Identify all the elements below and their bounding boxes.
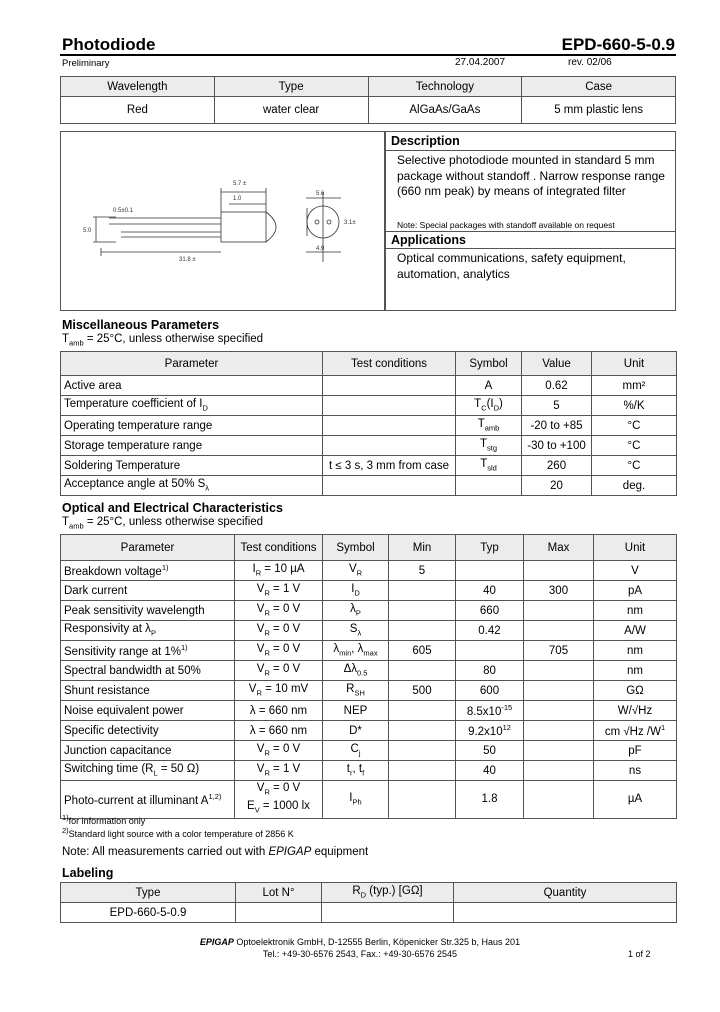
description-box — [385, 131, 676, 311]
optical-table — [60, 534, 677, 819]
symbol-cell — [456, 476, 522, 496]
unit-cell: pA — [594, 581, 677, 601]
misc-header: Value — [522, 352, 592, 376]
dim-label: 4.9 — [316, 246, 325, 252]
optical-header: Test conditions — [235, 535, 323, 561]
labeling-cell: EPD-660-5-0.9 — [61, 903, 236, 923]
symbol-cell: D* — [323, 721, 389, 741]
unit-cell: °C — [592, 416, 677, 436]
summary-table — [60, 76, 676, 124]
unit-cell: ns — [594, 761, 677, 781]
symbol-cell: A — [456, 376, 522, 396]
value-cell: 5 — [522, 396, 592, 416]
doc-revision: rev. 02/06 — [568, 57, 612, 68]
unit-cell: mm² — [592, 376, 677, 396]
test-cell: $V_R = 0$ V — [235, 641, 323, 661]
summary-header: Wavelength — [61, 77, 215, 97]
min-cell — [389, 761, 456, 781]
optical-header: Typ — [456, 535, 524, 561]
max-cell: 300 — [524, 581, 594, 601]
symbol-cell: $\Delta\lambda_{0.5}$ — [323, 661, 389, 681]
symbol-cell: $S_\lambda$ — [323, 621, 389, 641]
typ-cell: $8.5x10^{-15}$ — [456, 701, 524, 721]
param-cell: Breakdown voltage$^{1)}$ — [61, 561, 235, 581]
value-cell: -20 to +85 — [522, 416, 592, 436]
table-row — [61, 376, 677, 396]
symbol-cell: $R_{SH}$ — [323, 681, 389, 701]
labeling-title: Labeling — [62, 866, 114, 880]
symbol-cell: $\lambda_P$ — [323, 601, 389, 621]
param-cell: Storage temperature range — [61, 436, 323, 456]
typ-cell: 600 — [456, 681, 524, 701]
table-row — [61, 701, 677, 721]
test-cell: $V_R = 0$ V — [235, 601, 323, 621]
dim-label: 3.1± — [344, 220, 356, 226]
max-cell: 705 — [524, 641, 594, 661]
min-cell: 605 — [389, 641, 456, 661]
summary-header: Technology — [368, 77, 522, 97]
misc-header: Parameter — [61, 352, 323, 376]
misc-header: Test conditions — [323, 352, 456, 376]
min-cell — [389, 581, 456, 601]
typ-cell: 50 — [456, 741, 524, 761]
test-cell: $V_R = 0$ V — [235, 621, 323, 641]
symbol-cell: $T_{amb}$ — [456, 416, 522, 436]
optical-header: Max — [524, 535, 594, 561]
test-cell: $V_R = 1$ V — [235, 581, 323, 601]
test-cell: $V_R = 0$ V — [235, 661, 323, 681]
test-cell — [323, 396, 456, 416]
table-row — [61, 903, 677, 923]
footer-address: EPIGAP Optoelektronik GmbH, D-12555 Berlin, Köpenicker Str.325 b, Haus 201 — [199, 937, 521, 947]
unit-cell: W/√Hz — [594, 701, 677, 721]
symbol-cell: $T_{sld}$ — [456, 456, 522, 476]
param-cell: Shunt resistance — [61, 681, 235, 701]
test-cell — [323, 376, 456, 396]
symbol-cell: $T_{stg}$ — [456, 436, 522, 456]
value-cell: 20 — [522, 476, 592, 496]
typ-cell: 80 — [456, 661, 524, 681]
package-outline-drawing — [61, 132, 384, 310]
description-note: Note: Special packages with standoff available on request — [397, 220, 615, 230]
min-cell — [389, 701, 456, 721]
table-row — [61, 601, 677, 621]
table-row — [61, 781, 677, 819]
summary-cell: AlGaAs/GaAs — [368, 97, 522, 124]
param-cell: Photo-current at illuminant A$^{1,2)}$ — [61, 781, 235, 819]
description-text: Selective photodiode mounted in standard 5 mm package without standoff . Narrow response range (660 nm peak) by means of integrated filter — [397, 153, 665, 198]
max-cell — [524, 661, 594, 681]
symbol-cell: $\lambda_{min}$, $\lambda_{max}$ — [323, 641, 389, 661]
unit-cell: pF — [594, 741, 677, 761]
value-cell: 260 — [522, 456, 592, 476]
unit-cell: A/W — [594, 621, 677, 641]
page-number: 1 of 2 — [628, 949, 651, 959]
typ-cell: 660 — [456, 601, 524, 621]
param-cell: Temperature coefficient of $I_D$ — [61, 396, 323, 416]
misc-table — [60, 351, 677, 496]
summary-header: Case — [522, 77, 676, 97]
param-cell: Operating temperature range — [61, 416, 323, 436]
max-cell — [524, 721, 594, 741]
optical-header: Symbol — [323, 535, 389, 561]
param-cell: Junction capacitance — [61, 741, 235, 761]
package-drawing — [60, 131, 385, 311]
symbol-cell: NEP — [323, 701, 389, 721]
max-cell — [524, 621, 594, 641]
min-cell — [389, 741, 456, 761]
test-cell: t ≤ 3 s, 3 mm from case — [323, 456, 456, 476]
param-cell: Dark current — [61, 581, 235, 601]
typ-cell — [456, 561, 524, 581]
table-row — [61, 761, 677, 781]
optical-header: Min — [389, 535, 456, 561]
max-cell — [524, 701, 594, 721]
table-row — [61, 741, 677, 761]
typ-cell: 40 — [456, 581, 524, 601]
max-cell — [524, 761, 594, 781]
optical-header: Unit — [594, 535, 677, 561]
labeling-header: Quantity — [454, 883, 677, 903]
table-row — [61, 661, 677, 681]
unit-cell: GΩ — [594, 681, 677, 701]
typ-cell — [456, 641, 524, 661]
test-cell — [323, 416, 456, 436]
param-cell: Peak sensitivity wavelength — [61, 601, 235, 621]
test-cell: $V_R = 0$ V $E_V = 1000$ lx — [235, 781, 323, 819]
table-row — [61, 561, 677, 581]
param-cell: Specific detectivity — [61, 721, 235, 741]
value-cell: -30 to +100 — [522, 436, 592, 456]
footnote-2: $^{2)}$Standard light source with a color temperature of 2856 K — [62, 826, 294, 839]
test-cell: $V_R = 10$ mV — [235, 681, 323, 701]
labeling-cell — [236, 903, 322, 923]
summary-cell: water clear — [214, 97, 368, 124]
unit-cell: cm √Hz $/W^1$ — [594, 721, 677, 741]
test-cell — [323, 476, 456, 496]
optical-title: Optical and Electrical Characteristics — [62, 501, 283, 515]
max-cell — [524, 681, 594, 701]
test-cell: $I_R = 10$ µA — [235, 561, 323, 581]
symbol-cell: $V_R$ — [323, 561, 389, 581]
typ-cell: $9.2x10^{12}$ — [456, 721, 524, 741]
labeling-header: Type — [61, 883, 236, 903]
dim-label: 5.6 — [316, 191, 325, 197]
param-cell: Active area — [61, 376, 323, 396]
unit-cell: nm — [594, 661, 677, 681]
labeling-header: Lot N° — [236, 883, 322, 903]
summary-cell: 5 mm plastic lens — [522, 97, 676, 124]
table-row — [61, 721, 677, 741]
labeling-cell — [322, 903, 454, 923]
description-title: Description — [391, 134, 460, 148]
labeling-header: $R_D$ (typ.) [GΩ] — [322, 883, 454, 903]
unit-cell: V — [594, 561, 677, 581]
labeling-cell — [454, 903, 677, 923]
symbol-cell: $I_D$ — [323, 581, 389, 601]
dim-label: 31.8 ± — [179, 257, 196, 263]
typ-cell: 0.42 — [456, 621, 524, 641]
summary-cell: Red — [61, 97, 215, 124]
dim-label: 1.0 — [233, 196, 242, 202]
max-cell — [524, 741, 594, 761]
unit-cell: nm — [594, 601, 677, 621]
optical-conditions: $T_{amb} = 25^\circ C$, unless otherwise specified — [62, 516, 264, 531]
table-row — [61, 641, 677, 661]
misc-header: Symbol — [456, 352, 522, 376]
min-cell — [389, 601, 456, 621]
test-cell: λ = 660 nm — [235, 701, 323, 721]
table-row — [61, 456, 677, 476]
param-cell: Responsivity at $\lambda_P$ — [61, 621, 235, 641]
min-cell — [389, 621, 456, 641]
typ-cell: 40 — [456, 761, 524, 781]
typ-cell: 1.8 — [456, 781, 524, 819]
footer-contact: Tel.: +49-30-6576 2543, Fax.: +49-30-6576 2545 — [262, 949, 458, 959]
footnote-1: $^{1)}$for information only — [62, 813, 146, 826]
unit-cell: nm — [594, 641, 677, 661]
misc-title: Miscellaneous Parameters — [62, 318, 220, 332]
misc-header: Unit — [592, 352, 677, 376]
status-label: Preliminary — [62, 58, 110, 69]
max-cell — [524, 601, 594, 621]
unit-cell: %/K — [592, 396, 677, 416]
summary-header: Type — [214, 77, 368, 97]
table-row — [61, 581, 677, 601]
value-cell: 0.62 — [522, 376, 592, 396]
labeling-table — [60, 882, 677, 923]
doc-date: 27.04.2007 — [455, 57, 506, 68]
dim-label: 5.0 — [83, 228, 92, 234]
symbol-cell: $T_C(I_D)$ — [456, 396, 522, 416]
param-cell: Switching time ($R_L = 50$ Ω) — [61, 761, 235, 781]
param-cell: Acceptance angle at 50% $S_\lambda$ — [61, 476, 323, 496]
dim-label: 5.7 ± — [233, 181, 247, 187]
optical-header: Parameter — [61, 535, 235, 561]
unit-cell: µA — [594, 781, 677, 819]
test-cell — [323, 436, 456, 456]
table-row — [61, 416, 677, 436]
max-cell — [524, 781, 594, 819]
table-row — [61, 621, 677, 641]
table-row — [61, 476, 677, 496]
test-cell: λ = 660 nm — [235, 721, 323, 741]
min-cell — [389, 721, 456, 741]
misc-conditions: $T_{amb} = 25^\circ C$, unless otherwise specified — [62, 333, 264, 348]
table-row — [61, 396, 677, 416]
param-cell: Noise equivalent power — [61, 701, 235, 721]
product-title: Photodiode — [62, 35, 156, 54]
param-cell: Soldering Temperature — [61, 456, 323, 476]
unit-cell: deg. — [592, 476, 677, 496]
table-row — [61, 681, 677, 701]
param-cell: Spectral bandwidth at 50% — [61, 661, 235, 681]
min-cell: 500 — [389, 681, 456, 701]
min-cell — [389, 781, 456, 819]
unit-cell: °C — [592, 436, 677, 456]
part-number: EPD-660-5-0.9 — [561, 35, 675, 54]
min-cell: 5 — [389, 561, 456, 581]
unit-cell: °C — [592, 456, 677, 476]
test-cell: $V_R = 0$ V — [235, 741, 323, 761]
measurement-note: Note: All measurements carried out with EPIGAP equipment — [62, 846, 369, 858]
applications-title: Applications — [391, 233, 467, 247]
max-cell — [524, 561, 594, 581]
test-cell: $V_R = 1$ V — [235, 761, 323, 781]
param-cell: Sensitivity range at 1%$^{1)}$ — [61, 641, 235, 661]
table-row — [61, 436, 677, 456]
symbol-cell: $t_r$, $t_f$ — [323, 761, 389, 781]
applications-text: Optical communications, safety equipment, automation, analytics — [397, 251, 626, 281]
min-cell — [389, 661, 456, 681]
symbol-cell: $I_{Ph}$ — [323, 781, 389, 819]
dim-label: 0.5±0.1 — [113, 208, 133, 214]
symbol-cell: $C_j$ — [323, 741, 389, 761]
